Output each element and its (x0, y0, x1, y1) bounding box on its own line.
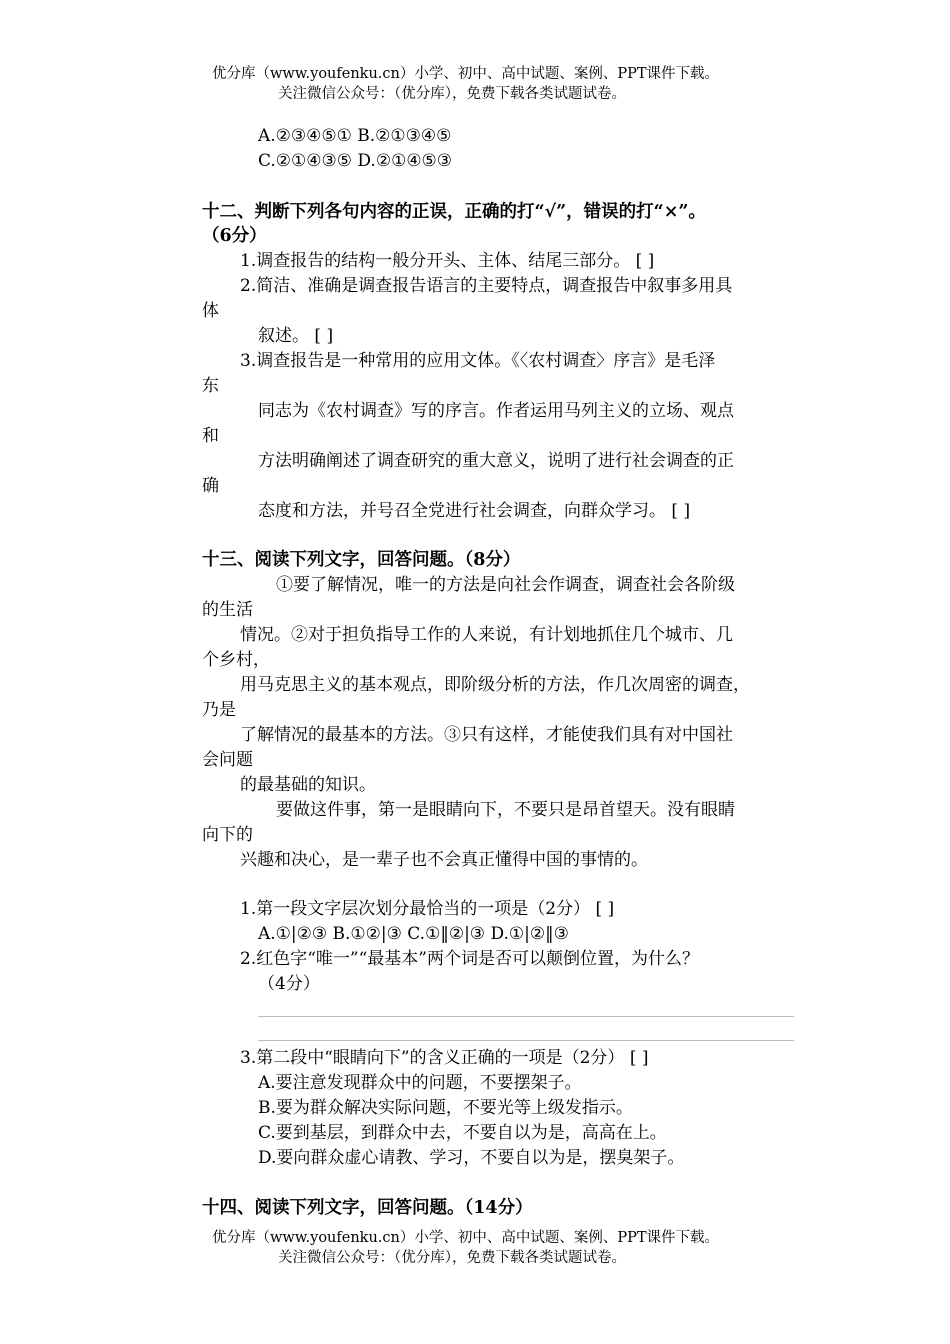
sec12-q3-cont2: 方法明确阐述了调查研究的重大意义，说明了进行社会调查的正 (258, 451, 734, 471)
page-header-line2: 关注微信公众号：（优分库），免费下载各类试题试卷。 (278, 86, 626, 102)
sec13-q3: 3.第二段中“眼睛向下”的含义正确的一项是（2分） [ ] (240, 1048, 649, 1068)
answer-line[interactable] (258, 1040, 794, 1041)
passage-line: 兴趣和决心，是一辈子也不会真正懂得中国的事情的。 (240, 850, 648, 870)
passage-line: 要做这件事，第一是眼睛向下，不要只是昂首望天。没有眼睛 (276, 800, 735, 820)
sec13-q3-option-c: C.要到基层，到群众中去，不要自以为是，高高在上。 (258, 1123, 667, 1143)
section-13-title: 十三、阅读下列文字，回答问题。（8分） (202, 550, 521, 570)
sec13-q1-options: A.①|②③ B.①②|③ C.①‖②|③ D.①|②‖③ (258, 924, 569, 944)
sec12-q2-wrap: 体 (202, 301, 219, 321)
sec13-q3-option-b: B.要为群众解决实际问题，不要光等上级发指示。 (258, 1098, 633, 1118)
sec13-q1: 1.第一段文字层次划分最恰当的一项是（2分） [ ] (240, 899, 615, 919)
sec12-q2-cont: 叙述。 [ ] (258, 326, 334, 346)
passage-line: 用马克思主义的基本观点，即阶级分析的方法，作几次周密的调查， (240, 675, 750, 695)
sec12-q3-cont1: 同志为《农村调查》写的序言。作者运用马列主义的立场、观点 (258, 401, 734, 421)
section-14-title: 十四、阅读下列文字，回答问题。（14分） (202, 1198, 533, 1218)
passage-line: 的最基础的知识。 (240, 775, 376, 795)
sec12-q3-wrap3: 确 (202, 476, 219, 496)
sec13-q2: 2.红色字“唯一”“最基本”两个词是否可以颠倒位置，为什么？ (240, 949, 699, 969)
answer-line[interactable] (258, 1016, 794, 1017)
sec12-q3-cont3: 态度和方法，并号召全党进行社会调查，向群众学习。 [ ] (258, 501, 691, 521)
sec13-q3-option-a: A.要注意发现群众中的问题，不要摆架子。 (258, 1073, 582, 1093)
passage-line: 乃是 (202, 700, 236, 720)
section-12-score: （6分） (202, 226, 267, 246)
passage-line: 情况。②对于担负指导工作的人来说，有计划地抓住几个城市、几 (240, 625, 733, 645)
passage-line: ①要了解情况，唯一的方法是向社会作调查，调查社会各阶级 (276, 575, 735, 595)
passage-line: 会问题 (202, 750, 253, 770)
prev-options-line2: C.②①④③⑤ D.②①④⑤③ (258, 151, 453, 171)
page-footer-line2: 关注微信公众号：（优分库），免费下载各类试题试卷。 (278, 1250, 626, 1266)
sec13-q3-option-d: D.要向群众虚心请教、学习，不要自以为是，摆臭架子。 (258, 1148, 685, 1168)
sec12-q2: 2.简洁、准确是调查报告语言的主要特点，调查报告中叙事多用具 (240, 276, 733, 296)
passage-line: 了解情况的最基本的方法。③只有这样，才能使我们具有对中国社 (240, 725, 733, 745)
sec12-q3-wrap2: 和 (202, 426, 219, 446)
page-header-line1: 优分库（www.youfenku.cn）小学、初中、高中试题、案例、PPT课件下载。 (212, 66, 720, 82)
section-12-title: 十二、判断下列各句内容的正误，正确的打“√”，错误的打“×”。 (202, 202, 706, 222)
page-footer-line1: 优分库（www.youfenku.cn）小学、初中、高中试题、案例、PPT课件下载。 (212, 1230, 720, 1246)
sec12-q3: 3.调查报告是一种常用的应用文体。《〈农村调查〉序言》是毛泽 (240, 351, 716, 371)
passage-line: 的生活 (202, 600, 253, 620)
sec12-q3-wrap1: 东 (202, 376, 219, 396)
passage-line: 个乡村， (202, 650, 270, 670)
sec12-q1: 1.调查报告的结构一般分开头、主体、结尾三部分。 [ ] (240, 251, 655, 271)
sec13-q2-score: （4分） (258, 974, 320, 994)
prev-options-line1: A.②③④⑤① B.②①③④⑤ (258, 126, 452, 146)
passage-line: 向下的 (202, 825, 253, 845)
